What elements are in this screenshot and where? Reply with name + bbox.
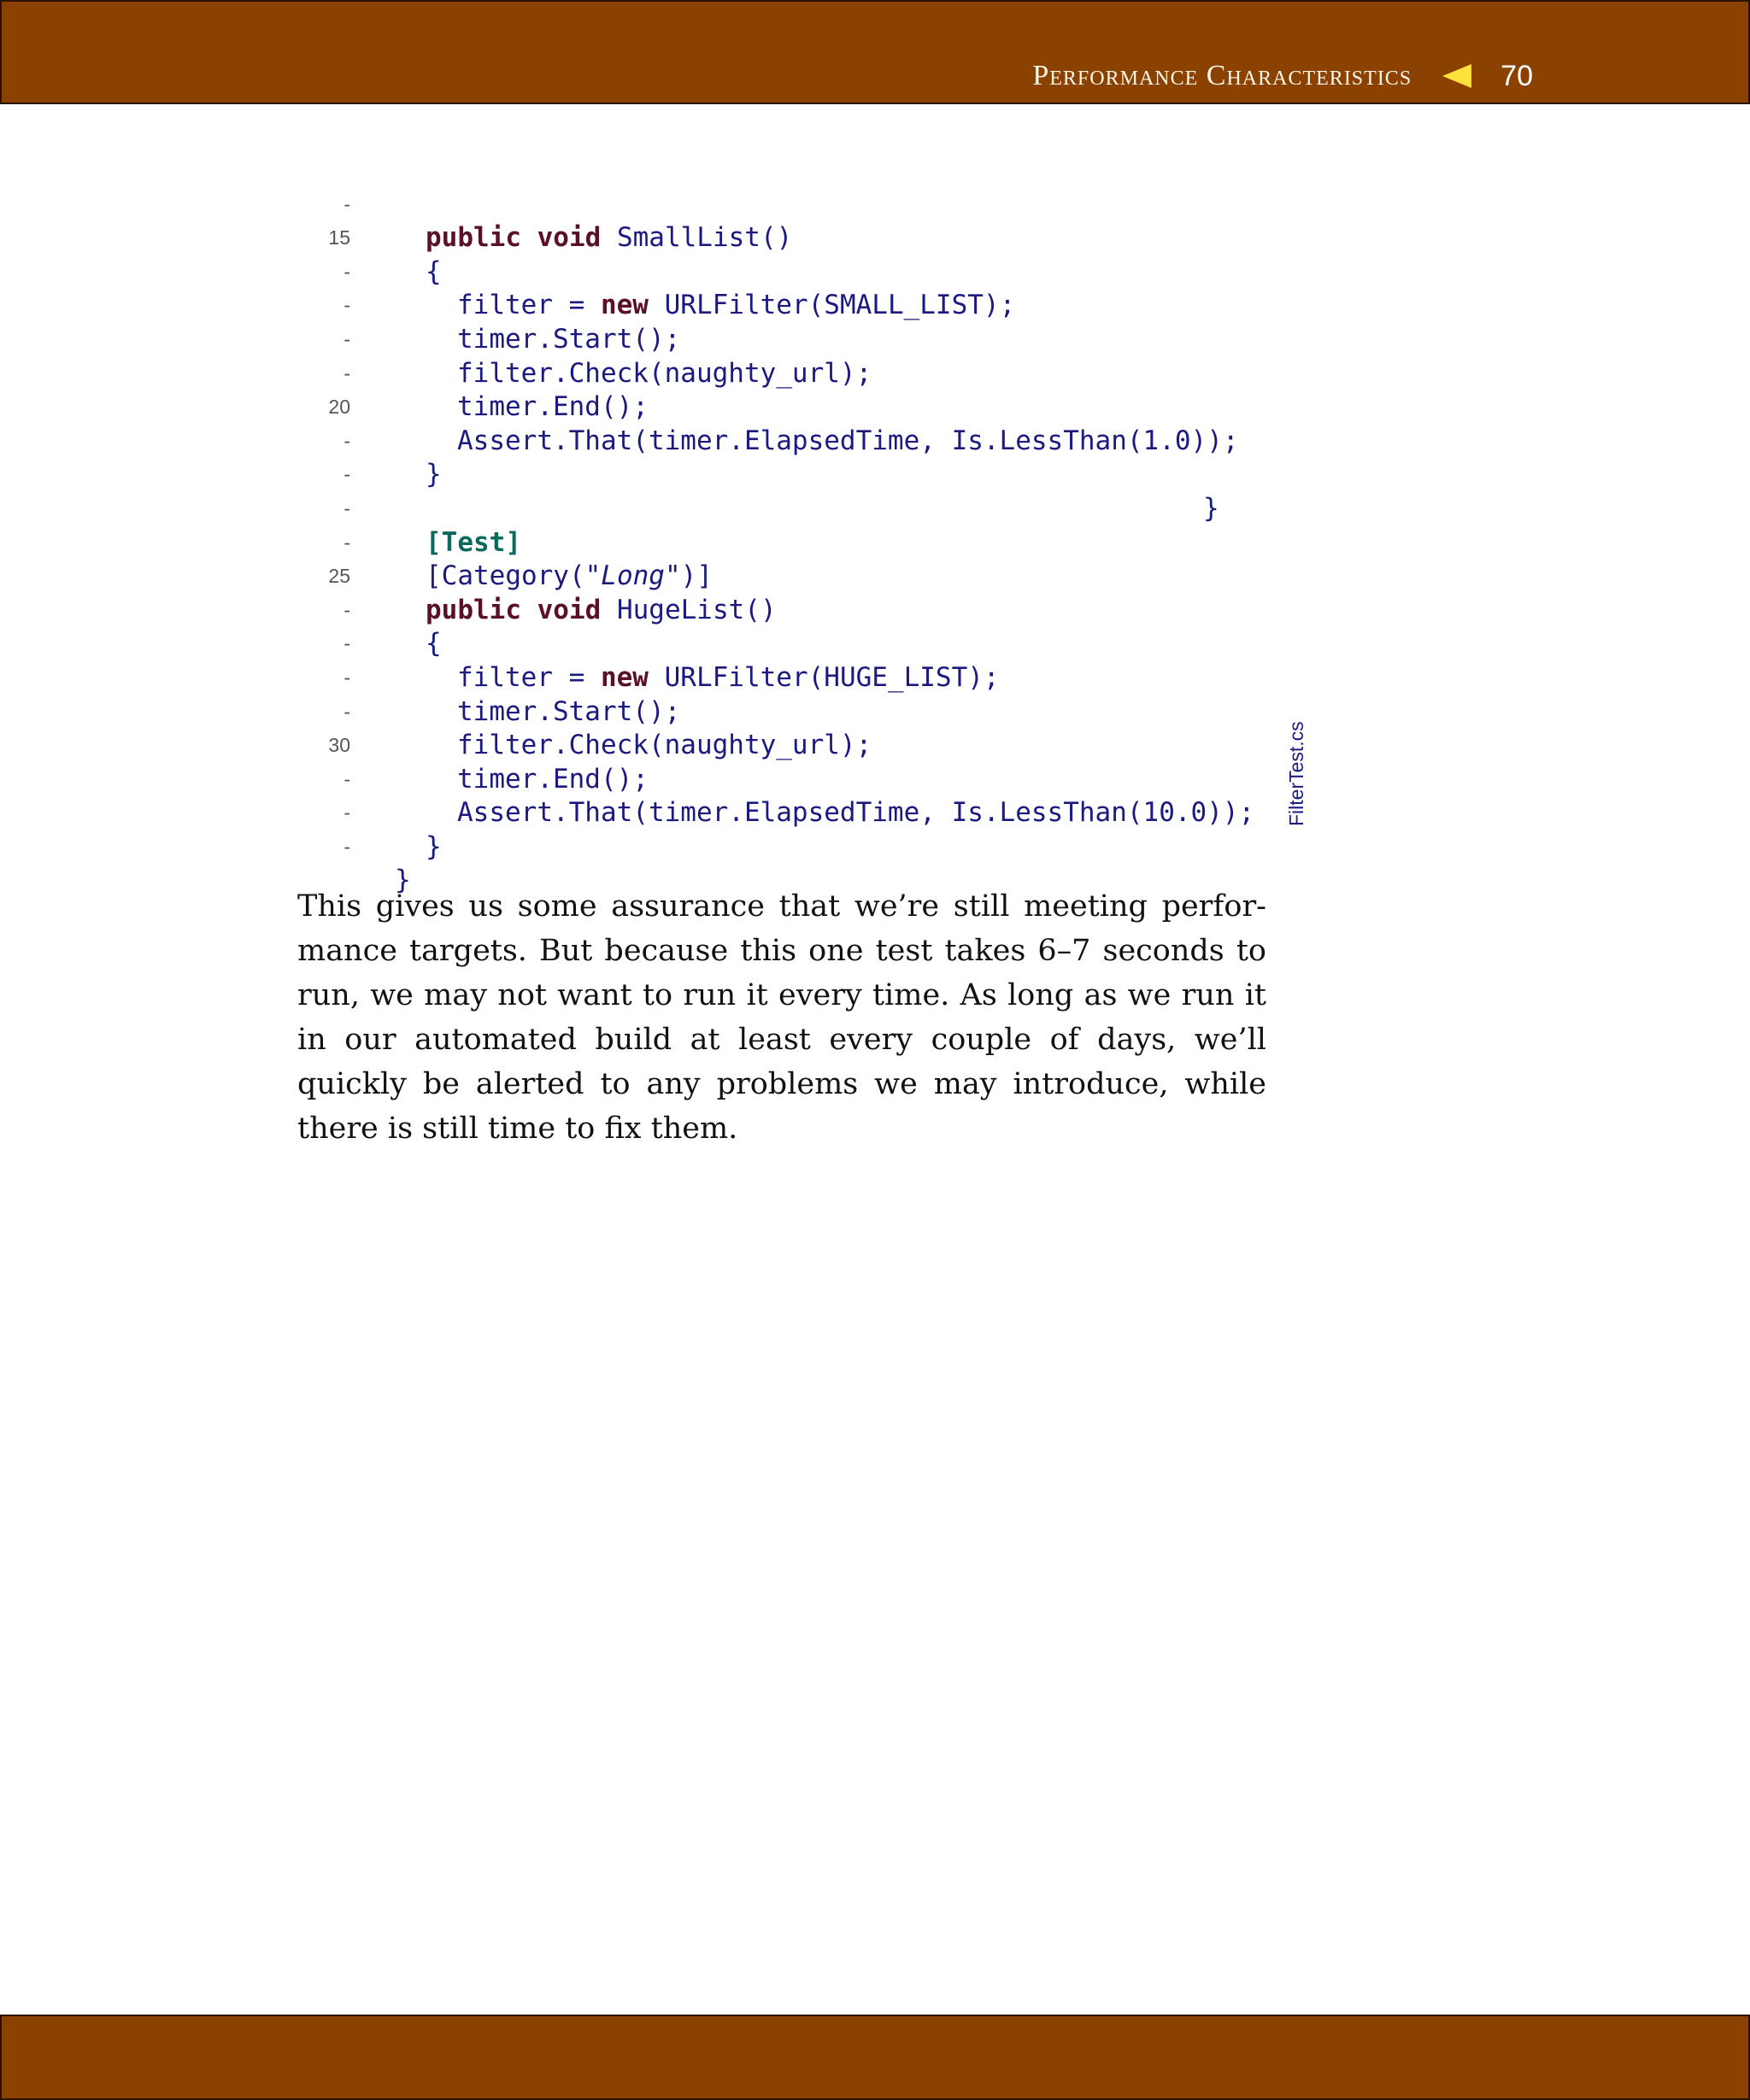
page-header: [0, 0, 1750, 104]
code-text: [Test]: [426, 526, 521, 558]
code-text: {: [426, 628, 442, 660]
line-number: 20: [328, 396, 350, 419]
line-number: -: [344, 463, 350, 486]
code-text: filter.Check(naughty_url);: [457, 357, 872, 389]
code-text: }: [426, 459, 442, 490]
keyword: new: [600, 661, 649, 693]
code-text: filter = new URLFilter(HUGE_LIST);: [457, 661, 1000, 693]
code-text: }: [395, 865, 411, 896]
line-number: -: [344, 531, 350, 554]
line-number: -: [344, 767, 350, 790]
code-text: filter = new URLFilter(SMALL_LIST);: [457, 290, 1016, 321]
code-line: [308, 458, 1324, 558]
line-number: -: [344, 598, 350, 621]
line-number: -: [344, 835, 350, 858]
code-line: [308, 594, 1324, 693]
page-footer: [0, 2015, 1750, 2100]
line-number: -: [344, 700, 350, 723]
code-line: [308, 425, 1324, 524]
code-text: [Category("Long")]: [426, 560, 713, 592]
keyword: public void: [426, 594, 602, 625]
body-paragraph: This gives us some assurance that we’re still meeting perfor- mance targets. But because this one test takes 6–7 seconds to run, we may not want to run it every time. As long as we run it in our automated build at least every couple of days, we’ll quickly be alerted to any problems we may introduce, while there is still time to fix them.: [297, 889, 1266, 1146]
line-number: 25: [328, 565, 350, 588]
code-filename[interactable]: [1282, 721, 1333, 843]
code-text: Assert.That(timer.ElapsedTime, Is.LessThan(1.0));: [457, 425, 1239, 456]
line-number: -: [344, 294, 350, 317]
line-number: -: [344, 666, 350, 689]
line-number: -: [344, 429, 350, 452]
code-text: {: [426, 255, 442, 287]
code-text: timer.End();: [457, 763, 649, 795]
string-literal: "Long": [584, 560, 681, 592]
line-number: -: [344, 361, 350, 384]
keyword: new: [600, 290, 649, 321]
code-line: [308, 221, 1324, 321]
code-text: Assert.That(timer.ElapsedTime, Is.LessThan(10.0));: [457, 797, 1255, 829]
code-listing: [308, 154, 1324, 896]
line-number: -: [344, 801, 350, 824]
line-number: -: [344, 632, 350, 655]
line-number: 15: [328, 226, 350, 249]
code-text: timer.End();: [457, 391, 649, 423]
line-number: -: [344, 327, 350, 350]
filename-text: FilterTest.cs: [1285, 721, 1307, 826]
line-number: -: [344, 496, 350, 519]
code-text: timer.Start();: [457, 323, 681, 355]
code-text: filter.Check(naughty_url);: [457, 730, 872, 761]
line-number: -: [344, 260, 350, 283]
page-number: 70: [1500, 60, 1533, 92]
code-text: }: [1203, 492, 1219, 524]
running-head: [2, 62, 1748, 91]
code-text: }: [426, 830, 442, 862]
line-number: 30: [328, 734, 350, 757]
keyword: public void: [426, 222, 602, 254]
section-title: Performance Characteristics: [1032, 60, 1412, 91]
code-text: public void HugeList(): [426, 594, 777, 625]
code-text: public void SmallList(): [426, 222, 793, 254]
back-arrow-icon[interactable]: [1442, 64, 1471, 88]
code-text: timer.Start();: [457, 695, 681, 727]
line-number: -: [344, 192, 350, 215]
code-line: [308, 796, 1324, 896]
